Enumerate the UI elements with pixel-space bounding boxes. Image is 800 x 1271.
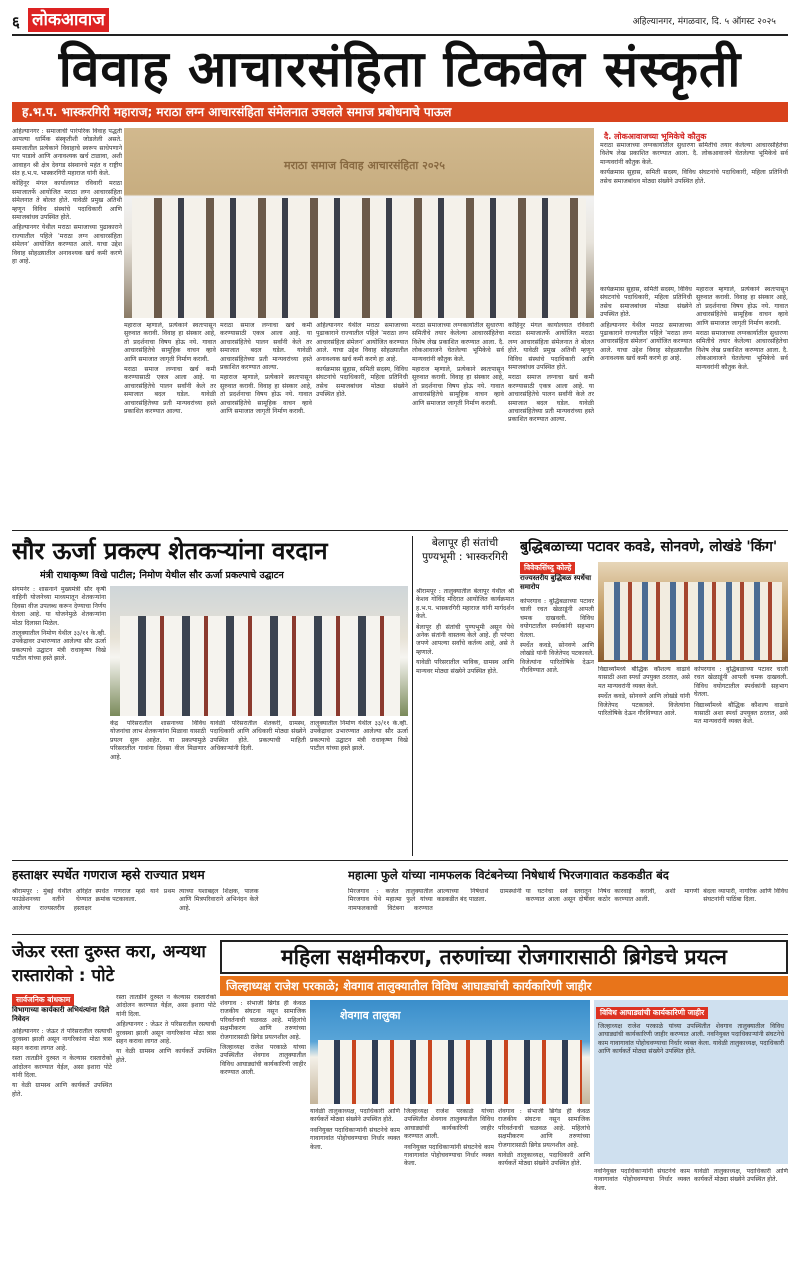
- chess-body-col3: कोपरगाव : बुद्धिबळाच्या पटावर चाली रचत खेळाडूंनी आपली चमक दाखवली. विविध वयोगटातील स्पर्धकांनी सहभाग घेतला. विद्यार्थ्यांमध्ये बौद्धिक कौशल्य वाढावे यासाठी अशा स्पर्धा उपयुक्त ठरतात, असे मत मान्यवरांनी व्यक्त केले.: [694, 666, 788, 726]
- belapur-headline: बेलापूर ही संतांची पुण्यभूमी : भास्करगिरी: [422, 537, 508, 563]
- brigade-photo-banner: शेवगाव तालुका: [340, 1009, 401, 1022]
- solar-photo: [110, 586, 408, 716]
- chess-headline: बुद्धिबळाच्या पटावर कवडे, सोनवणे, लोखंडे 'किंग': [520, 539, 778, 555]
- chess-photo-group: [604, 582, 782, 660]
- chess-photo: [598, 562, 788, 662]
- brigade-sidebar-tag: विविध आघाड्यांची कार्यकारिणी जाहीर: [596, 1007, 708, 1019]
- brigade-subheadline: जिल्हाध्यक्ष राजेश परकाळे; शेवगाव तालुक्यातील विविध आघाड्यांची कार्यकारिणी जाहीर: [226, 979, 592, 993]
- lead-photo-people: [132, 198, 586, 318]
- solar-photo-people: [120, 616, 400, 716]
- brigade-body-col1: शेवगाव : संभाजी ब्रिगेड ही केवळ राजकीय संघटना नसून सामाजिक परिवर्तनाची चळवळ आहे. महिलांचे सक्षमीकरण आणि तरुणांच्या रोजगारासाठी ब्रिगेड प्रयत्नशील आहे. जिल्हाध्यक्ष राजेश परकाळे यांच्या उपस्थितीत शेवगाव तालुक्यातील विविध आघाड्यांची कार्यकारिणी जाहीर करण्यात आली.: [220, 1000, 306, 1077]
- section-rule-1: [12, 530, 788, 531]
- solar-subheadline: मंत्री राधाकृष्ण विखे पाटील; निमोण येथील सौर ऊर्जा प्रकल्पाचे उद्घाटन: [40, 570, 284, 581]
- lead-headline: विवाह आचारसंहिता टिकवेल संस्कृती: [58, 40, 742, 98]
- phule-headline: महात्मा फुले यांच्या नामफलक विटंबनेच्या निषेधार्थ भिरजगावात कडकडीत बंद: [348, 868, 669, 882]
- belapur-rule: [412, 536, 413, 856]
- lead-body-col3: मराठा समाज लग्नाचा खर्च कमी करण्यासाठी एकत्र आला आहे. या आचारसंहितेचे पालन सर्वांनी केले तर समाजात बदल घडेल. यावेळी आचारसंहितेच्या प्रती मान्यवरांच्या हस्ते प्रकाशित करण्यात आल्या. महाराज म्हणाले, प्रत्येकाने स्वतःपासून सुरुवात करावी. विवाह हा संस्कार आहे, तो प्रदर्शनाचा विषय होऊ नये. गावात आचारसंहितेचे सामूहिक वाचन व्हावे आणि समाजात जागृती निर्माण करावी.: [220, 322, 312, 416]
- brigade-photo-people: [318, 1040, 582, 1104]
- solar-body-col2: केंद्र परिसरातील शासनाच्या विविध योजनांचा लाभ शेतकऱ्यांना मिळावा यासाठी प्रयत्न सुरू आहेत. या प्रकल्पामुळे परिसरातील गावांना दिवसा वीज मिळणार आहे.: [110, 720, 206, 761]
- lead-body-col8: महाराज म्हणाले, प्रत्येकाने स्वतःपासून सुरुवात करावी. विवाह हा संस्कार आहे, तो प्रदर्शनाचा विषय होऊ नये. गावात आचारसंहितेचे सामूहिक वाचन व्हावे आणि समाजात जागृती निर्माण करावी. मराठा समाजाच्या लग्नकार्यातील सुधारणा समितीचे तयार केलेल्या आचारसंहितेचा विशेष लेख प्रकाशित करण्यात आला. दै. लोकआवाजने घेतलेल्या भूमिकेचे सर्व मान्यवरांनी कौतुक केले.: [696, 286, 788, 371]
- brigade-body-col4: शेवगाव : संभाजी ब्रिगेड ही केवळ राजकीय संघटना नसून सामाजिक परिवर्तनाची चळवळ आहे. महिलांचे सक्षमीकरण आणि तरुणांच्या रोजगारासाठी ब्रिगेड प्रयत्नशील आहे. यावेळी तालुकाध्यक्ष, पदाधिकारी आणि कार्यकर्ते मोठ्या संख्येने उपस्थित होते.: [498, 1108, 590, 1168]
- belapur-body: श्रीरामपूर : तालुक्यातील बेलापूर येथील श्री केशव गोविंद मंदिरात आयोजित कार्यक्रमात ह.भ.प. भास्करगिरी महाराज यांनी मार्गदर्शन केले. बेलापूर ही संतांची पुण्यभूमी असून येथे अनेक संतांनी वास्तव्य केले आहे. ही परंपरा जपणे आपल्या सर्वांचे कर्तव्य आहे, असे ते म्हणाले. यावेळी परिसरातील भाविक, ग्रामस्थ आणि मान्यवर मोठ्या संख्येने उपस्थित होते.: [416, 588, 514, 675]
- lead-photo-banner: मराठा समाज विवाह आचारसंहिता २०२५: [284, 159, 445, 172]
- road-body-col1: अहिल्यानगर : जेऊर ते परिसरातील रस्त्याची दुरवस्था झाली असून नागरिकांना मोठा त्रास सहन करावा लागत आहे. रस्ता तातडीने दुरुस्त न केल्यास रास्तारोको आंदोलन करण्यात येईल, असा इशारा पोटे यांनी दिला. या वेळी ग्रामस्थ आणि कार्यकर्ते उपस्थित होते.: [12, 1028, 112, 1098]
- solar-body-col1: संगमनेर : शासनाने मुख्यमंत्री सौर कृषी वाहिनी योजनेच्या माध्यमातून शेतकऱ्यांना दिवसा वीज उपलब्ध करून देण्याचा निर्णय घेतला आहे. या योजनेमुळे शेतकऱ्यांना मोठा दिलासा मिळेल. तालुक्यातील निमोण येथील ३३/११ के.व्ही. उपकेंद्रावर उभारण्यात आलेल्या सौर ऊर्जा प्रकल्पाचे उद्घाटन मंत्री राधाकृष्ण विखे पाटील यांच्या हस्ते झाले.: [12, 586, 106, 663]
- brigade-sidebar-body: जिल्हाध्यक्ष राजेश परकाळे यांच्या उपस्थितीत शेवगाव तालुक्यातील विविध आघाड्यांची कार्यकारिणी जाहीर करण्यात आली. नवनियुक्त पदाधिकाऱ्यांनी संघटनेचे काम गावागावांत पोहोचवण्याचा निर्धार व्यक्त केला. यावेळी तालुकाध्यक्ष, पदाधिकारी आणि कार्यकर्ते मोठ्या संख्येने उपस्थित होते.: [598, 1023, 785, 1056]
- signature-body: श्रीरामपूर : मुंबई येथील अरिहंत फाउंडेशनच्या वतीने घेण्यात आलेल्या राज्यस्तरीय हस्ताक्षर स्पर्धेत गणराज म्हसे याने प्रथम क्रमांक पटकावला. त्याच्या यशाबद्दल शिक्षक, पालक आणि मित्रपरिवाराने अभिनंदन केले आहे.: [12, 888, 259, 912]
- lead-body-col5: मराठा समाजाच्या लग्नकार्यातील सुधारणा समितीचे तयार केलेल्या आचारसंहितेचा विशेष लेख प्रकाशित करण्यात आला. दै. लोकआवाजने घेतलेल्या भूमिकेचे सर्व मान्यवरांनी कौतुक केले. महाराज म्हणाले, प्रत्येकाने स्वतःपासून सुरुवात करावी. विवाह हा संस्कार आहे, तो प्रदर्शनाचा विषय होऊ नये. गावात आचारसंहितेचे सामूहिक वाचन व्हावे आणि समाजात जागृती निर्माण करावी.: [412, 322, 504, 407]
- chess-tag: विवेकसिंध्दु कोल्हे: [520, 562, 575, 574]
- road-headline: जेऊर रस्ता दुरुस्त करा, अन्यथा रास्तारोको : पोटे: [12, 942, 206, 986]
- chess-subtag: राज्यस्तरीय बुद्धिबळ स्पर्धेचा समारोप: [520, 574, 592, 591]
- chess-body-col2: विद्यार्थ्यांमध्ये बौद्धिक कौशल्य वाढावे यासाठी अशा स्पर्धा उपयुक्त ठरतात, असे मत मान्यवरांनी व्यक्त केले. स्पर्धेत कवडे, सोनवणे आणि लोखंडे यांनी विजेतेपद पटकावले. विजेत्यांना पारितोषिके देऊन गौरविण्यात आले.: [598, 666, 690, 718]
- section-rule-3: [12, 934, 788, 935]
- signature-headline: हस्ताक्षर स्पर्धेत गणराज म्हसे राज्यात प्रथम: [12, 867, 205, 882]
- brigade-sidebar-box: [594, 1000, 788, 1164]
- masthead-logo: लोकआवाज: [28, 8, 109, 32]
- brigade-body-col2: यावेळी तालुकाध्यक्ष, पदाधिकारी आणि कार्यकर्ते मोठ्या संख्येने उपस्थित होते. नवनियुक्त पदाधिकाऱ्यांनी संघटनेचे काम गावागावांत पोहोचवण्याचा निर्धार व्यक्त केला.: [310, 1108, 400, 1151]
- lead-body-col2: महाराज म्हणाले, प्रत्येकाने स्वतःपासून सुरुवात करावी. विवाह हा संस्कार आहे, तो प्रदर्शनाचा विषय होऊ नये. गावात आचारसंहितेचे सामूहिक वाचन व्हावे आणि समाजात जागृती निर्माण करावी. मराठा समाज लग्नाचा खर्च कमी करण्यासाठी एकत्र आला आहे. या आचारसंहितेचे पालन सर्वांनी केले तर समाजात बदल घडेल. यावेळी आचारसंहितेच्या प्रती मान्यवरांच्या हस्ते प्रकाशित करण्यात आल्या.: [124, 322, 216, 416]
- lead-body-col6: कोहिनूर मंगल कार्यालयात रविवारी मराठा समाजातर्फे आयोजित मराठा लग्न आचारसंहिता संमेलनात ते बोलत होते. यावेळी प्रमुख अतिथी म्हणून विविध संस्थांचे पदाधिकारी आणि समाजबांधव उपस्थित होते. मराठा समाज लग्नाचा खर्च कमी करण्यासाठी एकत्र आला आहे. या आचारसंहितेचे पालन सर्वांनी केले तर समाजात बदल घडेल. यावेळी आचारसंहितेच्या प्रती मान्यवरांच्या हस्ते प्रकाशित करण्यात आल्या.: [508, 322, 594, 424]
- lead-body-col4: अहिल्यानगर येथील मराठा समाजाच्या पुढाकाराने राज्यातील पहिले 'मराठा लग्न आचारसंहिता संमेलन' आयोजित करण्यात आले. याचा उद्देश विवाह सोहळ्यातील अनावश्यक खर्च कमी करणे हा आहे. कार्यक्रमास सुहास, समिती सदस्य, विविध संघटनांचे पदाधिकारी, महिला प्रतिनिधी तसेच समाजबांधव मोठ्या संख्येने उपस्थित होते.: [316, 322, 408, 399]
- lead-body-col1: अहिल्यानगर : समाजाची पारंपरिक विवाह पद्धती आपल्या धार्मिक संस्कृतीशी जोडलेली असते. समाजातील प्रत्येकाने विवाहाचे स्वरूप साधेपणाने पार पाडावे आणि अनावश्यक खर्च टाळावा, अशी आवाहन श्री क्षेत्र देवगड संस्थानचे महंत व राष्ट्रीय संत ह.भ.प. भास्करगिरी महाराज यांनी केले. कोहिनूर मंगल कार्यालयात रविवारी मराठा समाजातर्फे आयोजित मराठा लग्न आचारसंहिता संमेलनात ते बोलत होते. यावेळी प्रमुख अतिथी म्हणून विविध संस्थांचे पदाधिकारी आणि समाजबांधव उपस्थित होते. अहिल्यानगर येथील मराठा समाजाच्या पुढाकाराने राज्यातील पहिले 'मराठा लग्न आचारसंहिता संमेलन' आयोजित करण्यात आले. याचा उद्देश विवाह सोहळ्यातील अनावश्यक खर्च कमी करणे हा आहे.: [12, 128, 122, 266]
- chess-body-col1: कोपरगाव : बुद्धिबळाच्या पटावर चाली रचत खेळाडूंनी आपली चमक दाखवली. विविध वयोगटातील स्पर्धकांनी सहभाग घेतला. स्पर्धेत कवडे, सोनवणे आणि लोखंडे यांनी विजेतेपद पटकावले. विजेत्यांना पारितोषिके देऊन गौरविण्यात आले.: [520, 598, 594, 675]
- phule-body: मिरजगाव : कर्जत तालुक्यातील मिरजगाव येथे महात्मा फुले यांच्या नामफलकाची विटंबना करण्यात आल्याच्या निषेधार्थ ग्रामस्थांनी कडकडीत बंद पाळला. या घटनेचा सर्व स्तरातून निषेध करण्यात आला असून दोषींवर कठोर कारवाई करावी, अशी मागणी करण्यात आली. बंदला व्यापारी, नागरिक आणि विविध संघटनांनी पाठिंबा दिला.: [348, 888, 788, 912]
- road-body-col2: रस्ता तातडीने दुरुस्त न केल्यास रास्तारोको आंदोलन करण्यात येईल, असा इशारा पोटे यांनी दिला. अहिल्यानगर : जेऊर ते परिसरातील रस्त्याची दुरवस्था झाली असून नागरिकांना मोठा त्रास सहन करावा लागत आहे. या वेळी ग्रामस्थ आणि कार्यकर्ते उपस्थित होते.: [116, 994, 216, 1064]
- lead-subheadline: ह.भ.प. भास्करगिरी महाराज; मराठा लग्न आचारसंहिता संमेलनात उचलले समाज प्रबोधनाचे पाऊल: [22, 105, 452, 119]
- lead-photo: [124, 128, 594, 318]
- lead-body-col7: कार्यक्रमास सुहास, समिती सदस्य, विविध संघटनांचे पदाधिकारी, महिला प्रतिनिधी तसेच समाजबांधव मोठ्या संख्येने उपस्थित होते. अहिल्यानगर येथील मराठा समाजाच्या पुढाकाराने राज्यातील पहिले 'मराठा लग्न आचारसंहिता संमेलन' आयोजित करण्यात आले. याचा उद्देश विवाह सोहळ्यातील अनावश्यक खर्च कमी करणे हा आहे.: [600, 286, 692, 363]
- page-number: ६: [12, 13, 20, 31]
- brigade-body-col5: नवनियुक्त पदाधिकाऱ्यांनी संघटनेचे काम गावागावांत पोहोचवण्याचा निर्धार व्यक्त केला.: [594, 1168, 690, 1192]
- brigade-headline: महिला सक्षमीकरण, तरुणांच्या रोजगारासाठी ब्रिगेडचे प्रयत्न: [281, 945, 727, 969]
- dateline: अहिल्यानगर, मंगळवार, दि. ५ ऑगस्ट २०२५: [632, 17, 776, 27]
- solar-headline: सौर ऊर्जा प्रकल्प शेतकऱ्यांना वरदान: [12, 537, 328, 565]
- lead-sidebar-body: मराठा समाजाच्या लग्नकार्यातील सुधारणा समितीचे तयार केलेल्या आचारसंहितेचा विशेष लेख प्रकाशित करण्यात आला. दै. लोकआवाजने घेतलेल्या भूमिकेचे सर्व मान्यवरांनी कौतुक केले. कार्यक्रमास सुहास, समिती सदस्य, विविध संघटनांचे पदाधिकारी, महिला प्रतिनिधी तसेच समाजबांधव मोठ्या संख्येने उपस्थित होते.: [600, 142, 788, 185]
- road-subtag: विभागाच्या कार्यकारी अभियंत्यांना दिले निवेदन: [12, 1006, 110, 1023]
- section-rule-2: [12, 860, 788, 861]
- lead-sidebar-tag: दै. लोकआवाजच्या भूमिकेचे कौतुक: [604, 132, 707, 141]
- road-tag: सार्वजनिक बांधकाम: [12, 994, 74, 1006]
- solar-body-col4: तालुक्यातील निमोण येथील ३३/११ के.व्ही. उपकेंद्रावर उभारण्यात आलेल्या सौर ऊर्जा प्रकल्पाचे उद्घाटन मंत्री राधाकृष्ण विखे पाटील यांच्या हस्ते झाले.: [310, 720, 408, 753]
- brigade-body-col3: जिल्हाध्यक्ष राजेश परकाळे यांच्या उपस्थितीत शेवगाव तालुक्यातील विविध आघाड्यांची कार्यकारिणी जाहीर करण्यात आली. नवनियुक्त पदाधिकाऱ्यांनी संघटनेचे काम गावागावांत पोहोचवण्याचा निर्धार व्यक्त केला.: [404, 1108, 494, 1168]
- solar-body-col3: यावेळी परिसरातील शेतकरी, ग्रामस्थ, पदाधिकारी आणि अधिकारी मोठ्या संख्येने उपस्थित होते. प्रकल्पाची माहिती अधिकाऱ्यांनी दिली.: [210, 720, 306, 753]
- header-rule: [12, 34, 788, 36]
- brigade-photo: [310, 1000, 590, 1104]
- brigade-body-col6: यावेळी तालुकाध्यक्ष, पदाधिकारी आणि कार्यकर्ते मोठ्या संख्येने उपस्थित होते.: [694, 1168, 788, 1184]
